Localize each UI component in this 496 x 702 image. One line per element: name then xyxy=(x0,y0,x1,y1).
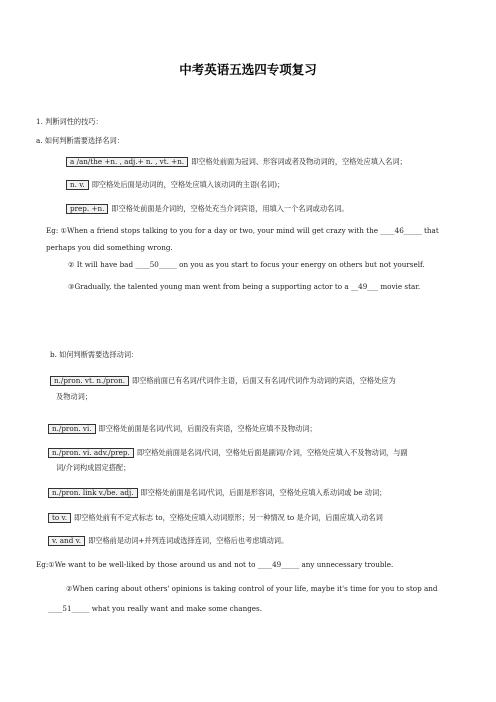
rule-a-1 xyxy=(66,157,407,167)
example-a-1: Eg: ①When a friend stops talking to you for a day or two, your mind will get crazy with the ____46_____ that xyxy=(46,226,439,235)
example-a-2: ② It will have bad ____50_____ on you as you start to focus your energy on others but not yourself. xyxy=(68,260,425,269)
example-b-1: Eg:①We want to be well-liked by those around us and not to ____49_____ any unnecessary trouble. xyxy=(36,560,394,569)
example-a-1-continued: perhaps you did something wrong. xyxy=(46,243,173,252)
rule-b-5 xyxy=(48,513,383,523)
rule-b-1-text: 即空格前面已有名词/代词作主语，后面又有名词/代词作为动词的宾语，空格处应为 xyxy=(132,376,396,385)
rule-b-3 xyxy=(48,448,408,458)
rule-b-4-text: 即空格处前面是名词/代词，后面是形容词，空格处应填入系动词或 be 动词； xyxy=(140,488,387,497)
rule-b-6-pattern: v. and v. xyxy=(48,536,85,546)
part-b-heading: b. 如何判断需要选择动词： xyxy=(50,350,139,359)
rule-b-6-text: 即空格前是动词+并列连词或选择连词，空格后也考虑填动词。 xyxy=(88,536,289,545)
section-heading: 1. 判断词性的技巧： xyxy=(36,117,103,126)
rule-b-2-text: 即空格处前面是名词/代词，后面没有宾语，空格处应填不及物动词； xyxy=(98,424,317,433)
rule-b-6 xyxy=(48,536,288,546)
rule-b-1-pattern: n./pron. vt. n./pron. xyxy=(50,376,129,386)
rule-a-2-text: 即空格处后面是动词的，空格处应填入该动词的主语(名词)； xyxy=(91,180,285,189)
rule-a-2-pattern: n. v. xyxy=(66,180,89,190)
example-b-2-continued: ____51_____ what you really want and make some changes. xyxy=(48,604,263,613)
example-b-2: ②When caring about others' opinions is taking control of your life, maybe it's time for you to stop and xyxy=(66,584,438,593)
rule-b-1-continued: 及物动词； xyxy=(56,392,92,401)
rule-a-1-text: 即空格处前面为冠词、形容词或者及物动词的，空格处应填入名词； xyxy=(191,157,407,166)
rule-a-3-text: 即空格处前面是介词的，空格处充当介词宾语，用填入一个名词或动名词。 xyxy=(111,204,349,213)
rule-a-3 xyxy=(66,204,349,214)
rule-a-2 xyxy=(66,180,284,190)
rule-b-5-pattern: to v. xyxy=(48,513,71,523)
page-title: 中考英语五选四专项复习 xyxy=(179,62,317,77)
rule-b-3-continued: 词/介词构成固定搭配； xyxy=(56,463,131,472)
rule-b-5-text: 即空格处前有不定式标志 to，空格处应填入动词原形；另一种情况 to 是介词，后面应填入动名词 xyxy=(74,513,383,522)
rule-b-2 xyxy=(48,424,317,434)
rule-a-3-pattern: prep. +n. xyxy=(66,204,108,214)
rule-b-4 xyxy=(48,488,386,498)
rule-b-4-pattern: n./pron. link v./be. adj. xyxy=(48,488,138,498)
rule-b-2-pattern: n./pron. vi. xyxy=(48,424,96,434)
rule-b-1 xyxy=(50,376,396,386)
part-a-heading: a. 如何判断需要选择名词： xyxy=(36,136,124,145)
rule-a-1-pattern: a /an/the +n. , adj.+ n. , vt. +n. xyxy=(66,157,188,167)
rule-b-3-pattern: n./pron. vi. adv./prep. xyxy=(48,448,134,458)
example-a-3: ③Gradually, the talented young man went from being a supporting actor to a __49___ movie star. xyxy=(68,282,421,291)
rule-b-3-text: 即空格处前面是名词/代词，空格处后面是副词/介词，空格处应填入不及物动词，与副 xyxy=(136,448,408,457)
